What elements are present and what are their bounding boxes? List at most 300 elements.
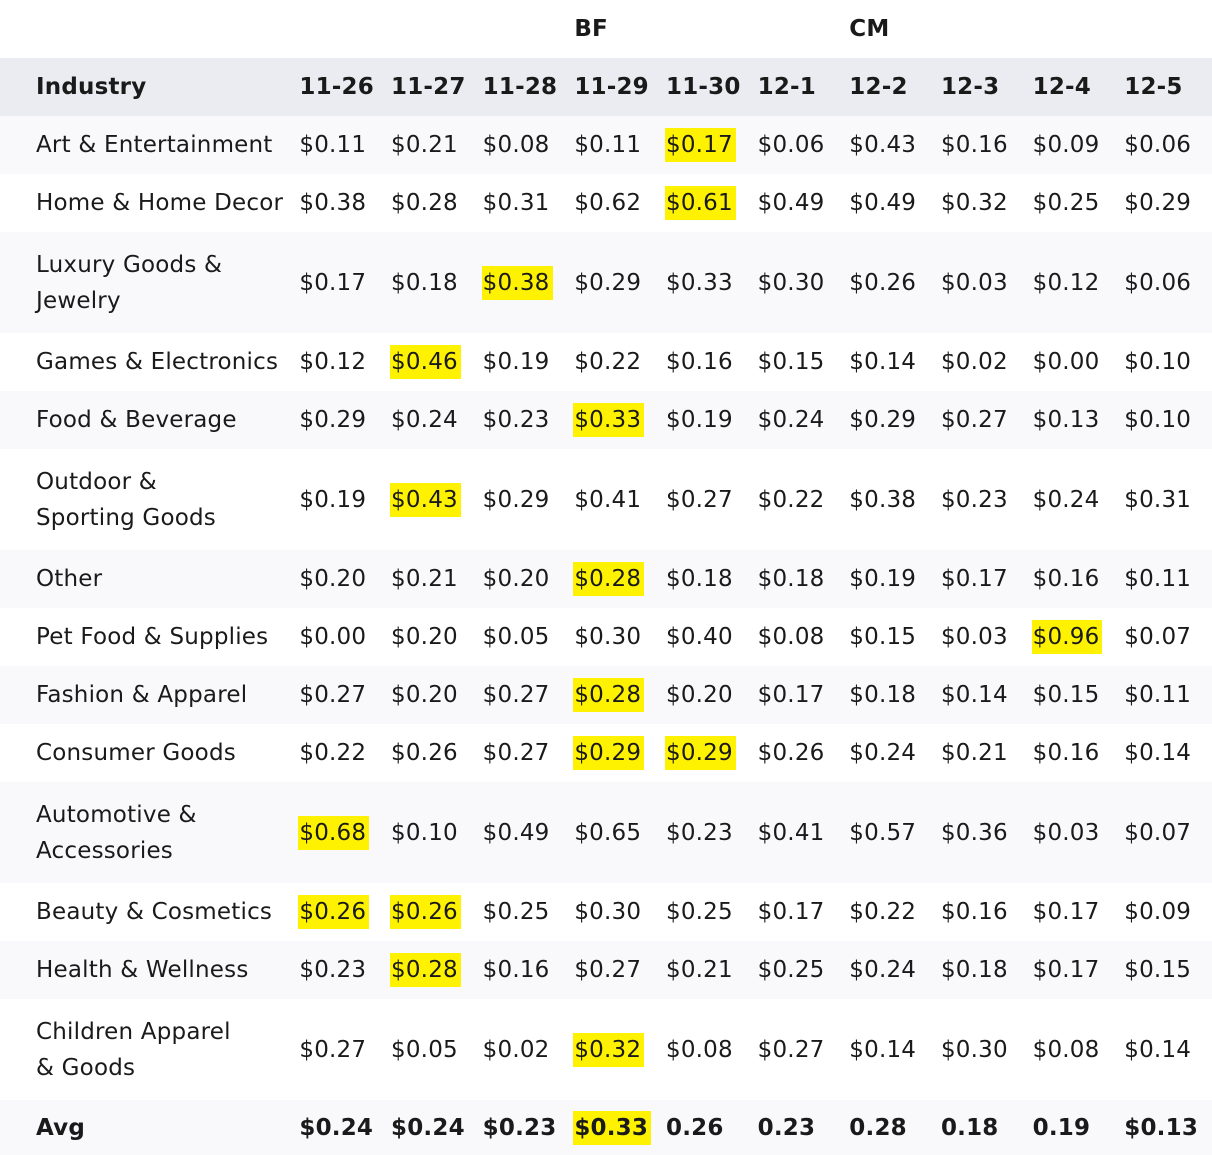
avg-value: $0.24 — [299, 1114, 374, 1141]
value-cell — [1120, 666, 1212, 724]
column-header-date: 11-29 — [570, 58, 662, 116]
highlighted-value: $0.32 — [573, 1033, 644, 1067]
value-cell — [845, 449, 937, 550]
header-row — [0, 58, 1212, 116]
avg-row — [0, 1100, 1212, 1155]
value-cell — [1029, 116, 1121, 174]
value-cell — [1029, 666, 1121, 724]
value-cell — [295, 116, 387, 174]
value: $0.31 — [1124, 486, 1192, 513]
value: $0.16 — [1032, 740, 1100, 766]
value: $0.03 — [940, 269, 1008, 296]
value-cell — [754, 883, 846, 941]
value: $0.06 — [757, 132, 825, 158]
value: $0.05 — [482, 624, 550, 650]
value: $0.30 — [574, 624, 642, 650]
value: $0.65 — [574, 819, 642, 846]
value-cell — [479, 666, 571, 724]
value-cell — [1120, 116, 1212, 174]
value-cell — [295, 550, 387, 608]
highlighted-value: $0.17 — [665, 128, 736, 162]
value-cell — [845, 782, 937, 883]
value: $0.14 — [1124, 740, 1192, 766]
highlighted-value: $0.61 — [665, 186, 736, 220]
value: $0.23 — [665, 819, 733, 846]
value-cell — [570, 999, 662, 1100]
value-cell — [1120, 724, 1212, 782]
value: $0.16 — [665, 349, 733, 375]
value-cell — [662, 666, 754, 724]
avg-value-cell — [387, 1100, 479, 1155]
value-cell — [387, 174, 479, 232]
table-row — [0, 782, 1212, 883]
value-cell — [479, 449, 571, 550]
value: $0.25 — [482, 899, 550, 925]
value-cell — [937, 333, 1029, 391]
value-cell — [1120, 232, 1212, 333]
value-cell — [295, 333, 387, 391]
highlighted-avg-value: $0.33 — [573, 1111, 651, 1145]
avg-value-cell — [570, 1100, 662, 1155]
value: $0.08 — [757, 624, 825, 650]
value: $0.27 — [757, 1036, 825, 1063]
highlighted-value: $0.38 — [482, 266, 553, 300]
value: $0.02 — [940, 349, 1008, 375]
value: $0.27 — [482, 682, 550, 708]
value: $0.06 — [1124, 132, 1192, 158]
value: $0.41 — [574, 486, 642, 513]
value: $0.00 — [299, 624, 367, 650]
value: $0.09 — [1032, 132, 1100, 158]
value: $0.11 — [574, 132, 642, 158]
value: $0.38 — [299, 190, 367, 216]
value: $0.10 — [1124, 349, 1192, 375]
value: $0.16 — [940, 899, 1008, 925]
value-cell — [387, 666, 479, 724]
value-cell — [387, 333, 479, 391]
value: $0.28 — [391, 190, 458, 216]
value: $0.11 — [299, 132, 367, 158]
industry-cell: Fashion & Apparel — [0, 666, 295, 724]
value-cell — [479, 782, 571, 883]
value: $0.30 — [940, 1036, 1008, 1063]
avg-value-cell — [937, 1100, 1029, 1155]
marker-cm: CM — [845, 0, 937, 58]
value: $0.25 — [665, 899, 733, 925]
value-cell — [479, 941, 571, 999]
value: $0.24 — [849, 957, 917, 983]
value-cell — [479, 174, 571, 232]
value: $0.27 — [482, 740, 550, 766]
value: $0.10 — [1124, 407, 1192, 433]
value-cell — [662, 232, 754, 333]
value-cell — [387, 116, 479, 174]
value-cell — [937, 232, 1029, 333]
industry-cell: Food & Beverage — [0, 391, 295, 449]
column-header-date: 11-26 — [295, 58, 387, 116]
value: $0.20 — [482, 566, 550, 592]
value-cell — [754, 999, 846, 1100]
value-cell — [662, 941, 754, 999]
value-cell — [570, 941, 662, 999]
value: $0.49 — [849, 190, 917, 216]
avg-value: 0.23 — [757, 1114, 816, 1141]
value-cell — [1029, 941, 1121, 999]
value-cell — [479, 116, 571, 174]
value-cell — [754, 174, 846, 232]
value-cell — [662, 449, 754, 550]
column-header-date: 11-30 — [662, 58, 754, 116]
value: $0.49 — [757, 190, 825, 216]
value-cell — [1029, 782, 1121, 883]
value-cell — [570, 550, 662, 608]
value-cell — [479, 550, 571, 608]
value-cell — [1029, 608, 1121, 666]
avg-value-cell — [754, 1100, 846, 1155]
value: $0.05 — [391, 1036, 458, 1063]
value-cell — [754, 449, 846, 550]
value-cell — [937, 782, 1029, 883]
value: $0.27 — [940, 407, 1008, 433]
value-cell — [295, 449, 387, 550]
value: $0.18 — [940, 957, 1008, 983]
value: $0.57 — [849, 819, 917, 846]
value-cell — [295, 999, 387, 1100]
value: $0.18 — [849, 682, 917, 708]
value: $0.40 — [665, 624, 733, 650]
value-cell — [662, 174, 754, 232]
value-cell — [1029, 232, 1121, 333]
value: $0.11 — [1124, 682, 1192, 708]
value-cell — [479, 999, 571, 1100]
value: $0.14 — [849, 349, 917, 375]
value-cell — [570, 174, 662, 232]
value: $0.21 — [940, 740, 1008, 766]
table-row — [0, 391, 1212, 449]
value: $0.29 — [299, 407, 367, 433]
highlighted-value: $0.29 — [665, 736, 736, 770]
value: $0.49 — [482, 819, 550, 846]
value-cell — [754, 333, 846, 391]
avg-label: Avg — [0, 1100, 295, 1155]
value-cell — [570, 724, 662, 782]
value: $0.33 — [665, 269, 733, 296]
value-cell — [662, 391, 754, 449]
value: $0.41 — [757, 819, 825, 846]
value: $0.08 — [665, 1036, 733, 1063]
industry-cell: Automotive & Accessories — [0, 782, 295, 883]
column-header-date: 12-5 — [1120, 58, 1212, 116]
value-cell — [845, 116, 937, 174]
value: $0.38 — [849, 486, 917, 513]
avg-value-cell — [295, 1100, 387, 1155]
value-cell — [1120, 608, 1212, 666]
industry-cell: Outdoor & Sporting Goods — [0, 449, 295, 550]
avg-value: 0.28 — [849, 1114, 907, 1141]
value-cell — [1029, 174, 1121, 232]
avg-value: $0.23 — [482, 1114, 557, 1141]
value: $0.23 — [482, 407, 550, 433]
value: $0.17 — [1032, 899, 1100, 925]
value-cell — [1029, 724, 1121, 782]
value-cell — [937, 608, 1029, 666]
value-cell — [1120, 174, 1212, 232]
highlighted-value: $0.68 — [298, 816, 369, 850]
value-cell — [570, 333, 662, 391]
value-cell — [295, 232, 387, 333]
value: $0.23 — [940, 486, 1008, 513]
value: $0.15 — [849, 624, 917, 650]
value-cell — [937, 724, 1029, 782]
value: $0.06 — [1124, 269, 1192, 296]
industry-cell: Other — [0, 550, 295, 608]
value-cell — [845, 391, 937, 449]
value: $0.30 — [757, 269, 825, 296]
avg-value: 0.26 — [665, 1114, 724, 1141]
value-cell — [295, 724, 387, 782]
value: $0.15 — [1124, 957, 1192, 983]
industry-cell: Children Apparel & Goods — [0, 999, 295, 1100]
value-cell — [387, 391, 479, 449]
value-cell — [387, 941, 479, 999]
column-header-date: 12-3 — [937, 58, 1029, 116]
value-cell — [845, 666, 937, 724]
value: $0.15 — [1032, 682, 1100, 708]
value: $0.24 — [849, 740, 917, 766]
value-cell — [937, 174, 1029, 232]
value: $0.27 — [299, 1036, 367, 1063]
value: $0.20 — [391, 682, 458, 708]
highlighted-value: $0.43 — [390, 483, 461, 517]
value: $0.19 — [849, 566, 917, 592]
value-cell — [295, 391, 387, 449]
value-cell — [570, 116, 662, 174]
value-cell — [937, 999, 1029, 1100]
industry-cell: Beauty & Cosmetics — [0, 883, 295, 941]
table-row — [0, 550, 1212, 608]
value-cell — [479, 608, 571, 666]
value-cell — [754, 666, 846, 724]
value: $0.12 — [1032, 269, 1100, 296]
value: $0.62 — [574, 190, 642, 216]
value-cell — [1120, 782, 1212, 883]
value-cell — [662, 608, 754, 666]
value: $0.25 — [1032, 190, 1100, 216]
column-header-industry: Industry — [0, 58, 295, 116]
avg-value: $0.24 — [391, 1114, 465, 1141]
value-cell — [1029, 999, 1121, 1100]
value-cell — [295, 782, 387, 883]
value-cell — [937, 666, 1029, 724]
value-cell — [570, 782, 662, 883]
value-cell — [754, 116, 846, 174]
value-cell — [570, 666, 662, 724]
value: $0.27 — [665, 486, 733, 513]
value-cell — [1029, 883, 1121, 941]
value: $0.10 — [391, 819, 458, 846]
value: $0.13 — [1032, 407, 1100, 433]
value: $0.31 — [482, 190, 550, 216]
value-cell — [754, 232, 846, 333]
table-row — [0, 883, 1212, 941]
value: $0.20 — [391, 624, 458, 650]
value-cell — [295, 666, 387, 724]
value-cell — [387, 999, 479, 1100]
column-header-date: 11-28 — [479, 58, 571, 116]
table-row — [0, 666, 1212, 724]
value: $0.09 — [1124, 899, 1192, 925]
table-row — [0, 116, 1212, 174]
value: $0.25 — [757, 957, 825, 983]
industry-cell: Luxury Goods & Jewelry — [0, 232, 295, 333]
value-cell — [479, 391, 571, 449]
value-cell — [845, 724, 937, 782]
value: $0.26 — [757, 740, 825, 766]
value-cell — [570, 883, 662, 941]
value: $0.24 — [1032, 486, 1100, 513]
value: $0.18 — [391, 269, 458, 296]
value: $0.16 — [1032, 566, 1100, 592]
value: $0.03 — [1032, 819, 1100, 846]
value-cell — [387, 550, 479, 608]
value: $0.29 — [1124, 190, 1192, 216]
value-cell — [1120, 449, 1212, 550]
value-cell — [845, 941, 937, 999]
value-cell — [387, 608, 479, 666]
avg-value-cell — [845, 1100, 937, 1155]
avg-value: 0.18 — [940, 1114, 999, 1141]
industry-cell: Home & Home Decor — [0, 174, 295, 232]
value: $0.26 — [391, 740, 458, 766]
value-cell — [845, 232, 937, 333]
value-cell — [845, 883, 937, 941]
industry-cell: Art & Entertainment — [0, 116, 295, 174]
value-cell — [1029, 449, 1121, 550]
highlighted-value: $0.96 — [1032, 620, 1103, 654]
value-cell — [845, 608, 937, 666]
avg-value: 0.19 — [1032, 1114, 1091, 1141]
highlighted-value: $0.28 — [390, 953, 461, 987]
value: $0.20 — [299, 566, 367, 592]
industry-cell: Pet Food & Supplies — [0, 608, 295, 666]
value-cell — [1120, 941, 1212, 999]
column-header-date: 12-2 — [845, 58, 937, 116]
value-cell — [662, 116, 754, 174]
value-cell — [754, 941, 846, 999]
table-row — [0, 941, 1212, 999]
value-cell — [937, 550, 1029, 608]
avg-value-cell — [1120, 1100, 1212, 1155]
value: $0.22 — [299, 740, 367, 766]
value-cell — [1120, 999, 1212, 1100]
value: $0.14 — [849, 1036, 917, 1063]
value: $0.22 — [574, 349, 642, 375]
value: $0.22 — [849, 899, 917, 925]
value-cell — [1120, 391, 1212, 449]
value-cell — [570, 608, 662, 666]
value: $0.07 — [1124, 624, 1192, 650]
table-row — [0, 174, 1212, 232]
highlighted-value: $0.26 — [298, 895, 369, 929]
column-header-date: 11-27 — [387, 58, 479, 116]
value-cell — [937, 941, 1029, 999]
value: $0.02 — [482, 1036, 550, 1063]
marker-row — [0, 0, 1212, 58]
table-row — [0, 724, 1212, 782]
table-row — [0, 608, 1212, 666]
value-cell — [479, 333, 571, 391]
column-header-date: 12-4 — [1029, 58, 1121, 116]
value-cell — [387, 883, 479, 941]
table-row — [0, 449, 1212, 550]
value-cell — [295, 174, 387, 232]
value-cell — [479, 724, 571, 782]
value-cell — [754, 391, 846, 449]
highlighted-value: $0.46 — [390, 345, 461, 379]
highlighted-value: $0.33 — [573, 403, 644, 437]
value-cell — [1029, 391, 1121, 449]
value: $0.29 — [849, 407, 917, 433]
value: $0.15 — [757, 349, 825, 375]
value: $0.07 — [1124, 819, 1192, 846]
value-cell — [295, 941, 387, 999]
column-header-date: 12-1 — [754, 58, 846, 116]
value: $0.17 — [757, 682, 825, 708]
marker-bf: BF — [570, 0, 662, 58]
value-cell — [479, 232, 571, 333]
avg-value-cell — [479, 1100, 571, 1155]
value-cell — [295, 883, 387, 941]
value: $0.08 — [482, 132, 550, 158]
value: $0.43 — [849, 132, 917, 158]
avg-value: $0.13 — [1124, 1114, 1199, 1141]
value-cell — [845, 999, 937, 1100]
value: $0.12 — [299, 349, 367, 375]
value: $0.08 — [1032, 1036, 1100, 1063]
value-cell — [754, 550, 846, 608]
value-cell — [845, 174, 937, 232]
industry-cell: Health & Wellness — [0, 941, 295, 999]
value: $0.20 — [665, 682, 733, 708]
value: $0.11 — [1124, 566, 1192, 592]
table-row — [0, 232, 1212, 333]
highlighted-value: $0.29 — [573, 736, 644, 770]
value: $0.17 — [940, 566, 1008, 592]
value: $0.22 — [757, 486, 825, 513]
value: $0.27 — [574, 957, 642, 983]
value-cell — [754, 724, 846, 782]
value-cell — [387, 782, 479, 883]
value: $0.30 — [574, 899, 642, 925]
value-cell — [570, 449, 662, 550]
table-body — [0, 116, 1212, 1155]
table-row — [0, 999, 1212, 1100]
value-cell — [662, 724, 754, 782]
value: $0.17 — [299, 269, 367, 296]
value-cell — [1029, 550, 1121, 608]
value-cell — [937, 116, 1029, 174]
value-cell — [570, 232, 662, 333]
value: $0.32 — [940, 190, 1008, 216]
value: $0.18 — [665, 566, 733, 592]
highlighted-value: $0.26 — [390, 895, 461, 929]
value: $0.17 — [1032, 957, 1100, 983]
value: $0.18 — [757, 566, 825, 592]
value-cell — [845, 333, 937, 391]
highlighted-value: $0.28 — [573, 678, 644, 712]
value-cell — [387, 232, 479, 333]
value: $0.00 — [1032, 349, 1100, 375]
